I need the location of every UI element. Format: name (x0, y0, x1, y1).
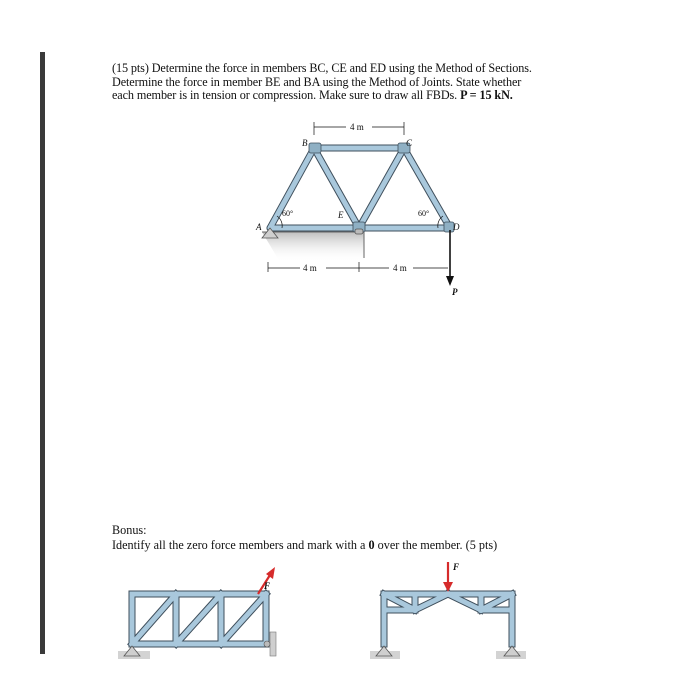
bottom-dimension-lines (268, 262, 448, 272)
member-BE (314, 148, 359, 228)
joint-label-D: D (453, 222, 460, 232)
bonus-left-roller (264, 641, 270, 647)
bonus-left-force-label: F (264, 581, 271, 591)
joint-label-B: B (302, 138, 308, 148)
bottom-dimension-left-label: 4 m (303, 263, 317, 273)
bonus-instructions (112, 538, 497, 553)
problem-line-3-main: each member is in tension or compression. Make sure to draw all FBDs. (112, 88, 461, 103)
bonus-right-force-label: F (453, 562, 460, 572)
bonus-left-members (132, 594, 266, 644)
bonus-truss-left (118, 567, 276, 659)
member-CE (359, 148, 404, 228)
joint-label-A: A (256, 222, 262, 232)
roller-support-E (355, 229, 363, 234)
bonus-text-before: Identify all the zero force members and mark with a (112, 538, 369, 552)
angle-label-right: 60° (418, 209, 430, 218)
joint-label-E: E (338, 210, 344, 220)
joint-label-C: C (406, 138, 413, 148)
bonus-title: Bonus: (112, 523, 147, 537)
bottom-dimension-right-label: 4 m (393, 263, 407, 273)
load-value: P = 15 kN. (460, 88, 513, 103)
bonus-text-after: over the member. (5 pts) (374, 538, 498, 552)
load-arrowhead (446, 276, 454, 286)
main-truss (255, 122, 460, 297)
problem-line-2: Determine the force in member BE and BA using the Method of Joints. State whether (112, 74, 522, 89)
angle-label-left: 60° (282, 209, 294, 218)
bonus-left-wall (270, 632, 276, 656)
top-dimension-label: 4 m (350, 122, 364, 132)
load-label-P: P (452, 287, 458, 297)
bonus-truss-right (370, 562, 526, 659)
bonus-text-bold: 0 (368, 538, 375, 552)
bonus-right-members (384, 594, 512, 644)
problem-line-1: (15 pts) Determine the force in members BC, CE and ED using the Method of Sections. (112, 61, 532, 75)
